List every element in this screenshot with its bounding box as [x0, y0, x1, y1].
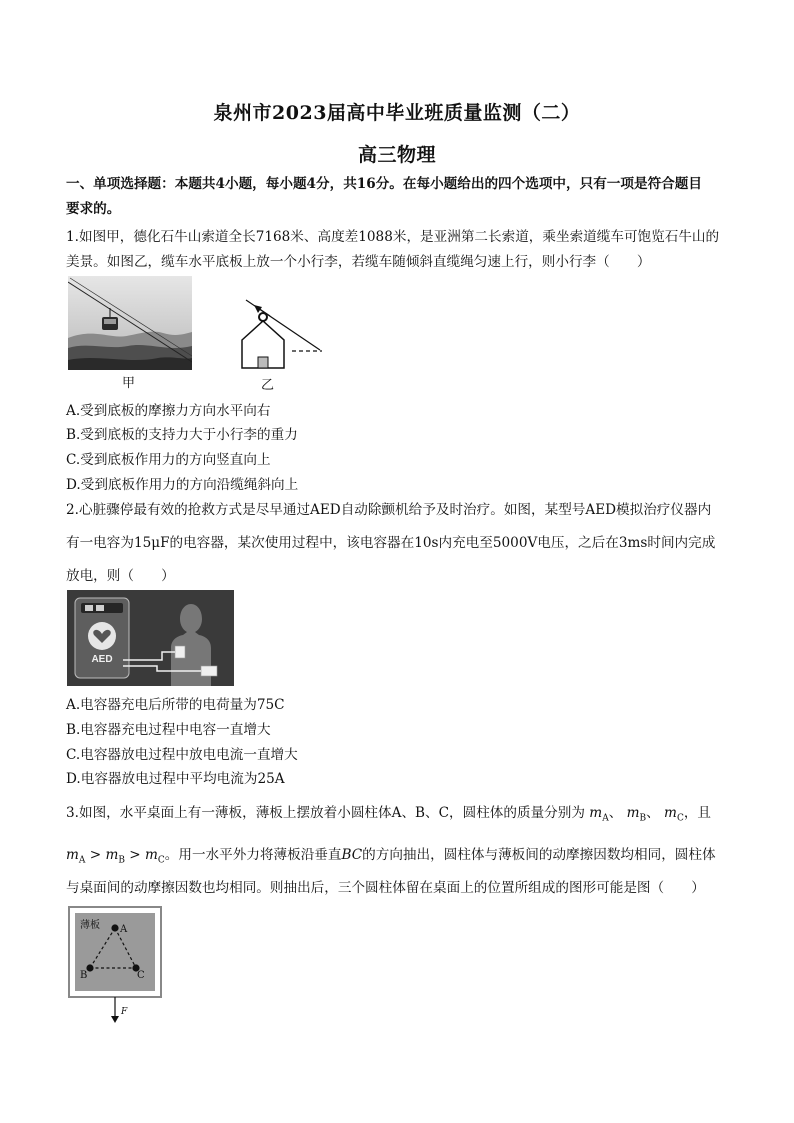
label-c: C	[137, 970, 145, 981]
aed-device-figure	[67, 590, 234, 686]
diagram-caption-yi: 乙	[261, 378, 275, 393]
section-heading-line2: 要求的。	[66, 201, 121, 217]
q2-stem-line1: 2.心脏骤停最有效的抢救方式是尽早通过AED自动除颤机给予及时治疗。如图，某型号AED模拟治疗仪器内	[66, 502, 712, 518]
q2-option-d[interactable]: D.电容器放电过程中平均电流为25A	[66, 771, 285, 787]
photo-caption-jia: 甲	[122, 376, 136, 391]
exam-subject: 高三物理	[357, 144, 436, 166]
q1-option-d[interactable]: D.受到底板作用力的方向沿缆绳斜向上	[66, 477, 299, 493]
cable-car-diagram	[226, 294, 326, 374]
q1-stem-line2: 美景。如图乙，缆车水平底板上放一个小行李，若缆车随倾斜直缆绳匀速上行，则小行李（ ）	[66, 254, 651, 270]
q2-stem-line3: 放电，则（ ）	[66, 568, 175, 584]
q2-option-b[interactable]: B.电容器充电过程中电容一直增大	[66, 722, 271, 738]
q1-option-b[interactable]: B.受到底板的支持力大于小行李的重力	[66, 427, 298, 443]
q3-stem-line1: 3.如图，水平桌面上有一薄板，薄板上摆放着小圆柱体A、B、C，圆柱体的质量分别为 $m_A$、 $m_B$、 $m_C$，且	[66, 805, 712, 824]
section-heading-line1: 一、单项选择题：本题共4小题，每小题4分，共16分。在每小题给出的四个选项中，只有一项是符合题目	[66, 176, 702, 192]
q3-stem-line3: 与桌面间的动摩擦因数也均相同。则抽出后，三个圆柱体留在桌面上的位置所组成的图形可能是图（ ）	[66, 880, 705, 896]
cable-car-photo	[68, 276, 192, 370]
label-b: B	[80, 970, 88, 981]
q2-option-a[interactable]: A.电容器充电后所带的电荷量为75C	[66, 697, 285, 713]
q1-stem-line1: 1.如图甲，德化石牛山索道全长7168米、高度差1088米，是亚洲第二长索道，乘坐索道缆车可饱览石牛山的	[66, 229, 720, 245]
force-label: F	[121, 1007, 128, 1017]
cylinder-b	[86, 964, 93, 971]
q1-option-a[interactable]: A.受到底板的摩擦力方向水平向右	[66, 403, 271, 419]
board-label: 薄板	[80, 920, 100, 931]
cylinder-a	[111, 924, 118, 931]
q2-option-c[interactable]: C.电容器放电过程中放电电流一直增大	[66, 747, 298, 763]
board-cylinders-figure	[68, 906, 164, 1026]
label-a: A	[120, 924, 128, 935]
exam-title: 泉州市2023届高中毕业班质量监测（二）	[213, 102, 581, 124]
q2-stem-line2: 有一电容为15μF的电容器，某次使用过程中，该电容器在10s内充电至5000V电压，之后在3ms时间内完成	[66, 535, 716, 551]
q1-option-c[interactable]: C.受到底板作用力的方向竖直向上	[66, 452, 271, 468]
aed-label: AED	[91, 654, 113, 665]
q3-stem-line2: $m_A > m_B > m_C$。用一水平外力将薄板沿垂直BC的方向抽出，圆柱体与薄板间的动摩擦因数均相同，圆柱体	[66, 847, 716, 866]
